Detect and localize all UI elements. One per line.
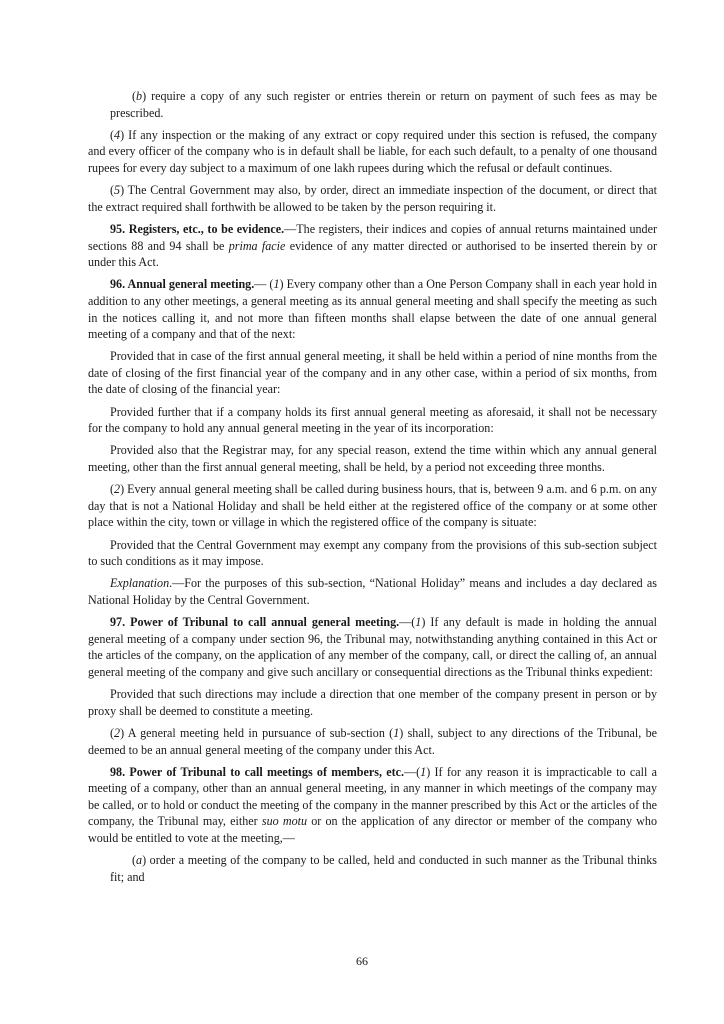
text-run: —The registers, their indices and copies of annual returns maintained under sections 88 and 94 shall be bbox=[88, 221, 658, 253]
text-run: ) The Central Government may also, by order, direct an immediate inspection of the document, or direct that the extract required shall forthwith be allowed to be taken by the person requiring it. bbox=[88, 183, 657, 214]
paragraph-s96-2-prov bbox=[88, 537, 657, 570]
paragraph-s97 bbox=[88, 614, 657, 680]
text-run: or on the application of any director or member of the company who would be entitled to vote at the meeting,— bbox=[88, 814, 658, 846]
text-run: 1 bbox=[393, 725, 400, 740]
text-run: 2 bbox=[114, 482, 121, 497]
page-number: 66 bbox=[356, 954, 368, 968]
text-run: ) Every company other than a One Person Company shall in each year hold in addition to any other meetings, a general meeting as its annual general meeting and shall specify the meeting as such in the notices calling it, and not more than fifteen months shall elapse between the date of one annual general meeting of a company and that of the next: bbox=[88, 277, 657, 342]
paragraph-s97-prov bbox=[88, 686, 657, 719]
text-run: a bbox=[136, 853, 143, 868]
text-run: Provided further that if a company holds its first annual general meeting as aforesaid, it shall not be necessary for the company to hold any annual general meeting in the year of its incorporation: bbox=[88, 404, 657, 436]
text-run: .—For the purposes of this sub-section, “National Holiday” means and includes a day declared as National Holiday by the Central Government. bbox=[88, 576, 657, 607]
text-run: prima facie bbox=[228, 238, 286, 253]
section-heading: 96. Annual general meeting. bbox=[110, 277, 255, 292]
paragraph-s96-prov1 bbox=[88, 348, 657, 398]
paragraph-p-b bbox=[88, 88, 657, 121]
text-run: Provided that such directions may include a direction that one member of the company present in person or by proxy shall be deemed to constitute a meeting. bbox=[88, 687, 657, 718]
paragraph-s96-prov3 bbox=[88, 442, 657, 475]
text-run: ) Every annual general meeting shall be called during business hours, that is, between 9 a.m. and 6 p.m. on any day that is not a National Holiday and shall be held either at the registered office of the company or at some other place within the city, town or village in which the registered office of the company is situate: bbox=[88, 482, 657, 530]
paragraph-s96-prov2 bbox=[88, 404, 657, 437]
text-run: Explanation bbox=[110, 576, 170, 591]
text-run: evidence of any matter directed or authorised to be inserted therein by or under this Act. bbox=[88, 238, 657, 270]
text-run: ( bbox=[110, 725, 115, 740]
paragraph-p-4 bbox=[88, 127, 657, 177]
text-run: ( bbox=[110, 127, 115, 142]
paragraph-s96-expl bbox=[88, 575, 657, 608]
paragraph-p-5 bbox=[88, 182, 657, 215]
text-run: ) If for any reason it is impracticable to call a meeting of a company, other than an annual general meeting, in any manner in which meetings of the company may be called, or to hold or conduct the meeting of the company in the manner prescribed by this Act or the articles of the company, the Tribunal may, either bbox=[88, 764, 657, 829]
text-run: ) order a meeting of the company to be called, held and conducted in such manner as the Tribunal thinks fit; and bbox=[110, 853, 657, 884]
text-run: 1 bbox=[273, 277, 280, 292]
text-run: Provided also that the Registrar may, for any special reason, extend the time within which any annual general meeting, other than the first annual general meeting, shall be held, by a period not exceeding three months. bbox=[88, 443, 657, 475]
text-run: ) require a copy of any such register or entries therein or return on payment of such fees as may be prescribed. bbox=[110, 89, 657, 120]
text-run: Provided that in case of the first annual general meeting, it shall be held within a period of nine months from the date of closing of the first financial year of the company and in any other case, within a period of six months, from the date of closing of the financial year: bbox=[88, 349, 657, 397]
text-run: ) If any inspection or the making of any extract or copy required under this section is refused, the company and every officer of the company who is in default shall be liable, for each such default, to a penalty of one thousand rupees for every day subject to a maximum of one lakh rupees during which the refusal or default continues. bbox=[88, 127, 657, 175]
section-heading: 97. Power of Tribunal to call annual general meeting. bbox=[110, 615, 400, 630]
paragraph-s98 bbox=[88, 764, 657, 847]
text-run: 5 bbox=[114, 183, 121, 198]
text-run: suo motu bbox=[261, 814, 308, 829]
text-run: ) A general meeting held in pursuance of sub-section ( bbox=[120, 725, 394, 740]
text-run: ( bbox=[132, 89, 137, 103]
text-run: —( bbox=[399, 615, 416, 630]
text-run: 2 bbox=[114, 725, 121, 740]
text-run: ) shall, subject to any directions of the Tribunal, be deemed to be an annual general meeting of the company under this Act. bbox=[88, 725, 657, 757]
paragraph-s96-2 bbox=[88, 481, 657, 531]
text-run: 1 bbox=[415, 615, 422, 630]
paragraph-s96 bbox=[88, 276, 657, 342]
page-body bbox=[88, 88, 657, 891]
text-run: ( bbox=[132, 853, 137, 868]
text-run: ) If any default is made in holding the annual general meeting of a company under section 96, the Tribunal may, notwithstanding anything contained in this Act or the articles of the company, on the application of any member of the company, call, or direct the calling of, an annual general meeting of the company and give such ancillary or consequential directions as the Tribunal thinks expedient: bbox=[88, 615, 657, 679]
text-run: ( bbox=[110, 482, 115, 497]
section-heading: 95. Registers, etc., to be evidence. bbox=[110, 221, 285, 236]
paragraph-s98-a bbox=[88, 852, 657, 885]
paragraph-s97-2 bbox=[88, 725, 657, 758]
text-run: —( bbox=[404, 764, 421, 779]
text-run: Provided that the Central Government may exempt any company from the provisions of this sub-section subject to such conditions as it may impose. bbox=[88, 537, 657, 569]
text-run: ( bbox=[110, 183, 115, 198]
text-run: 4 bbox=[114, 127, 121, 142]
text-run: b bbox=[136, 89, 143, 103]
paragraph-s95 bbox=[88, 221, 657, 271]
text-run: 1 bbox=[420, 764, 427, 779]
section-heading: 98. Power of Tribunal to call meetings of members, etc. bbox=[110, 764, 405, 779]
text-run: — ( bbox=[254, 277, 274, 292]
